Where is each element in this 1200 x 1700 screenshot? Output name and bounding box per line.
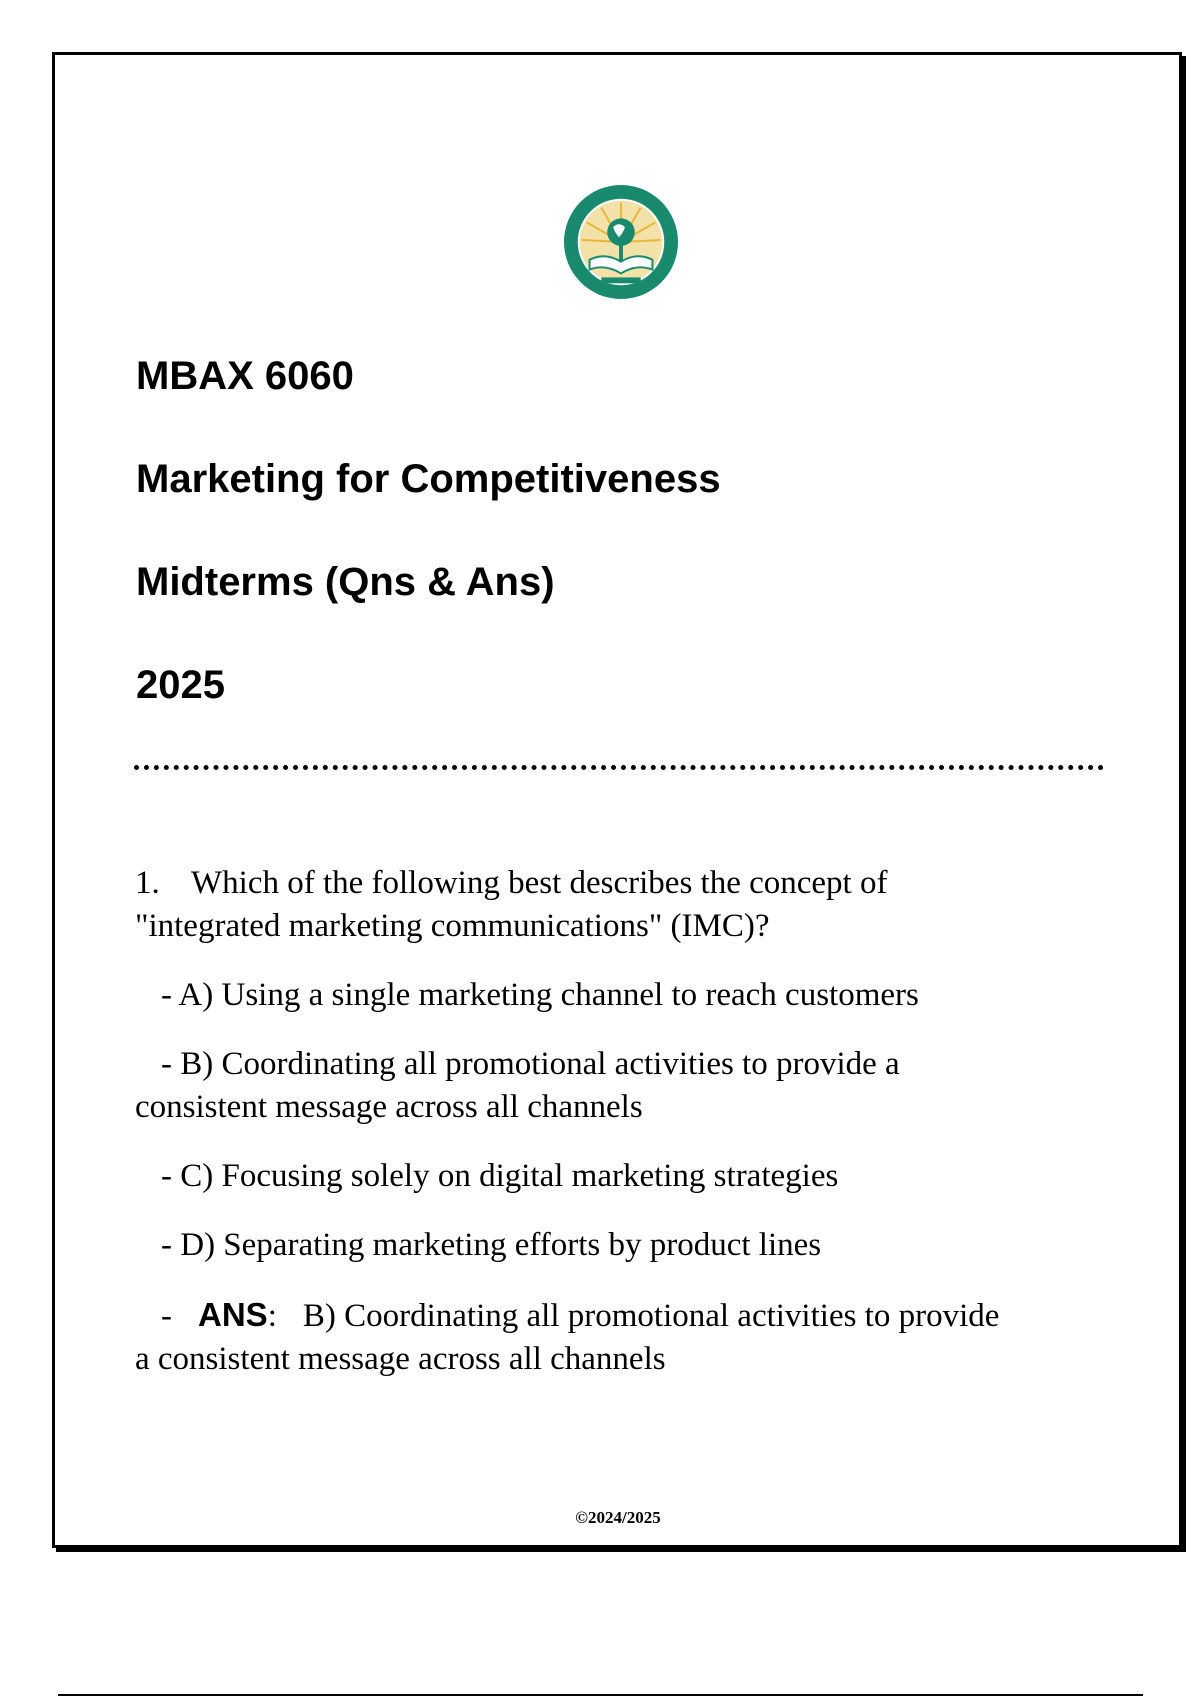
exam-year: 2025	[136, 663, 225, 707]
option-c: - C) Focusing solely on digital marketing strategies	[161, 1158, 839, 1194]
answer-colon: :	[267, 1298, 277, 1334]
bottom-rule	[58, 1694, 1143, 1696]
option-b	[135, 1043, 1110, 1129]
exam-type: Midterms (Qns & Ans)	[136, 560, 555, 604]
course-code: MBAX 6060	[136, 354, 354, 398]
answer-text-cont: a consistent message across all channels	[135, 1341, 666, 1377]
question-text	[135, 862, 1110, 948]
course-title: Marketing for Competitiveness	[136, 457, 721, 501]
option-a: - A) Using a single marketing channel to reach customers	[161, 977, 919, 1013]
university-logo	[562, 183, 680, 301]
question-block	[135, 862, 1110, 1381]
footer-copyright: ©2024/2025	[575, 1508, 661, 1527]
dotted-divider	[134, 765, 1104, 770]
option-b-line-1: - B) Coordinating all promotional activities to provide a	[161, 1046, 900, 1082]
question-number: 1.	[135, 865, 160, 901]
question-line-2: "integrated marketing communications" (IMC)?	[135, 908, 770, 944]
option-b-line-2: consistent message across all channels	[135, 1089, 643, 1125]
answer-dash: -	[161, 1298, 172, 1334]
answer-label: ANS	[198, 1296, 268, 1333]
answer	[135, 1293, 1110, 1381]
question-line-1: Which of the following best describes the concept of	[191, 865, 888, 901]
answer-text: B) Coordinating all promotional activities to provide	[302, 1298, 1000, 1334]
option-d: - D) Separating marketing efforts by product lines	[161, 1227, 822, 1263]
